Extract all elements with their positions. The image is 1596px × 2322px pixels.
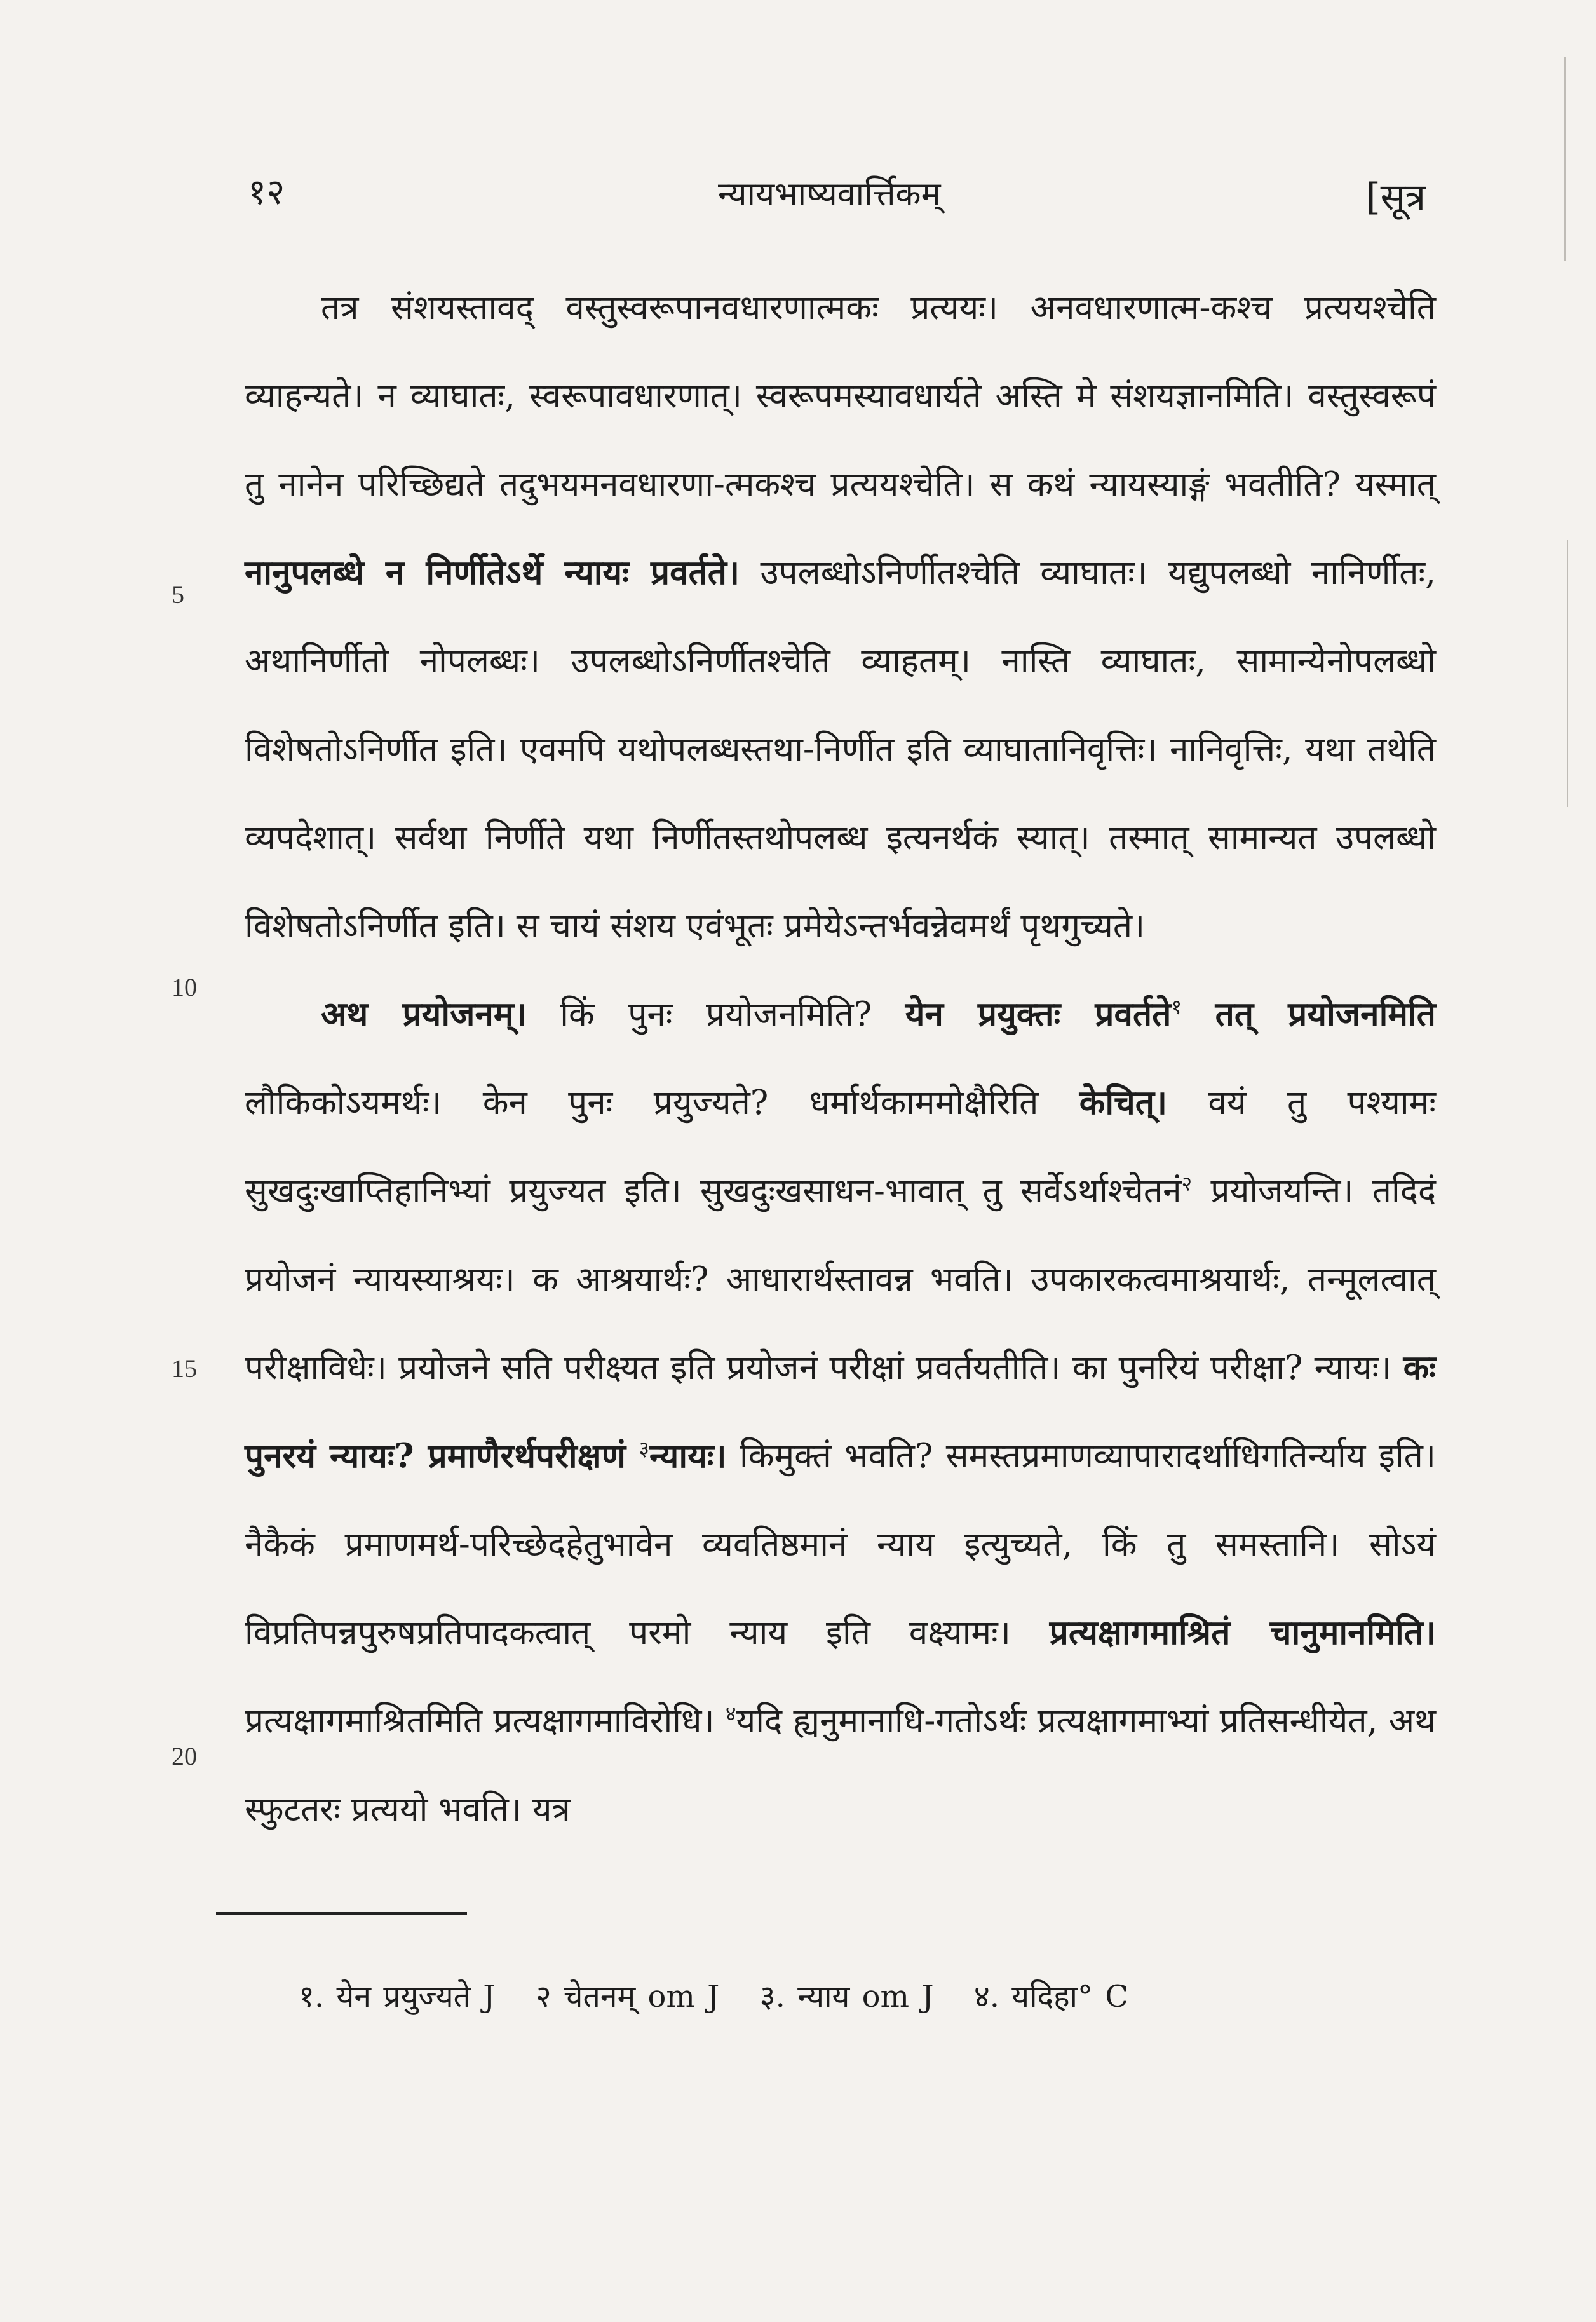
- footnotes: [299, 1975, 1156, 2016]
- paragraph-prayojana: [245, 970, 1436, 1854]
- text-run: किमुक्तं भवति? समस्तप्रमाणव्यापारादर्थाधिगतिर्न्याय इति। नैकैकं प्रमाणमर्थ-परिच्छेदहेतुभावेन व्यवतिष्ठमानं न्याय इत्युच्यते, किं तु समस्तानि। सोऽयं विप्रतिपन्नपुरुषप्रतिपादकत्वात् परमो न्याय इति वक्ष्यामः।: [245, 1437, 1436, 1652]
- main-text: [245, 264, 1436, 1854]
- footnote-marker: २: [1181, 1171, 1193, 1196]
- sutra-bold: अथ प्रयोजनम्।: [321, 995, 527, 1034]
- paragraph-samshaya: [245, 264, 1436, 970]
- running-title: न्यायभाष्यवार्त्तिकम्: [718, 175, 941, 214]
- line-number-15: 15: [172, 1354, 197, 1383]
- text-run: वयं तु पश्यामः सुखदुःखाप्तिहानिभ्यां प्रयुज्यत इति। सुखदुःखसाधन-भावात् तु सर्वेऽर्थाश्चेतनं: [245, 1083, 1436, 1211]
- text-run: किं पुनः प्रयोजनमिति?: [560, 995, 872, 1034]
- footnote-2: २ चेतनम् om J: [535, 1979, 720, 2014]
- section-label: [सूत्र: [1366, 175, 1426, 219]
- footnote-3: ३. न्याय om J: [759, 1979, 934, 2014]
- footnote-rule: [216, 1912, 467, 1915]
- sutra-bold: कः पुनरयं न्यायः? प्रमाणैरर्थपरीक्षणं: [245, 1348, 1436, 1476]
- sutra-bold: केचित्।: [1079, 1083, 1168, 1122]
- text-run: लौकिकोऽयमर्थः। केन पुनः प्रयुज्यते? धर्मार्थकाममोक्षैरिति: [245, 1083, 1039, 1122]
- text-run: प्रत्यक्षागमाश्रितमिति प्रत्यक्षागमाविरोधि।: [245, 1702, 715, 1741]
- text-run: यदि ह्यनुमानाधि-गतोऽर्थः प्रत्यक्षागमाभ्यां प्रतिसन्धीयेत, अथ स्फुटतरः प्रत्ययो भवति। यत्र: [245, 1702, 1436, 1829]
- footnote-marker: ३: [639, 1436, 649, 1461]
- footnote-marker: ४: [725, 1701, 736, 1726]
- footnote-1: १. येन प्रयुज्यते J: [299, 1979, 496, 2014]
- line-number-5: 5: [172, 580, 184, 609]
- footnote-4: ४. यदिहा° C: [973, 1979, 1128, 2014]
- line-number-20: 20: [172, 1742, 197, 1770]
- scan-edge-mark: [1567, 540, 1568, 807]
- sutra-bold: न्यायः।: [649, 1436, 727, 1476]
- text-run: तत्र संशयस्तावद् वस्तुस्वरूपानवधारणात्मकः प्रत्ययः। अनवधारणात्म-कश्च प्रत्ययश्चेति व्याहन्यते। न व्याघातः, स्वरूपावधारणात्। स्वरूपमस्यावधार्यते अस्ति मे संशयज्ञानमिति। वस्तुस्वरूपं तु नानेन परिच्छिद्यते तदुभयमनवधारणा-त्मकश्च प्रत्ययश्चेति। स कथं न्यायस्याङ्गं भवतीति? यस्मात्: [245, 289, 1436, 504]
- text-run: उपलब्धोऽनिर्णीतश्चेति व्याघातः। यद्युपलब्धो नानिर्णीतः, अथानिर्णीतो नोपलब्धः। उपलब्धोऽनिर्णीतश्चेति व्याहतम्। नास्ति व्याघातः, सामान्येनोपलब्धो विशेषतोऽनिर्णीत इति। एवमपि यथोपलब्धस्तथा-निर्णीत इति व्याघातानिवृत्तिः। नानिवृत्तिः, यथा तथेति व्यपदेशात्। सर्वथा निर्णीते यथा निर्णीतस्तथोपलब्ध इत्यनर्थकं स्यात्। तस्मात् सामान्यत उपलब्धो विशेषतोऽनिर्णीत इति। स चायं संशय एवंभूतः प्रमेयेऽन्तर्भवन्नेवमर्थं पृथगुच्यते।: [245, 553, 1436, 946]
- sutra-bold: नानुपलब्धे न निर्णीतेऽर्थे न्यायः प्रवर्तते।: [245, 553, 740, 592]
- scan-edge-mark: [1564, 57, 1566, 261]
- line-number-10: 10: [172, 973, 197, 1001]
- footnote-marker: १: [1171, 995, 1182, 1019]
- text-run: प्रयोजयन्ति। तदिदं प्रयोजनं न्यायस्याश्रयः। क आश्रयार्थः? आधारार्थस्तावन्न भवति। उपकारकत्वमाश्रयार्थः, तन्मूलत्वात् परीक्षाविधेः। प्रयोजने सति परीक्ष्यत इति प्रयोजनं परीक्षां प्रवर्तयतीति। का पुनरियं परीक्षा? न्यायः।: [245, 1172, 1436, 1387]
- sutra-bold: येन प्रयुक्तः प्रवर्तते: [905, 995, 1172, 1034]
- page-number: १२: [248, 172, 285, 213]
- sutra-bold: प्रत्यक्षागमाश्रितं चानुमानमिति।: [1049, 1613, 1436, 1652]
- sutra-bold: तत् प्रयोजनमिति: [1215, 995, 1436, 1034]
